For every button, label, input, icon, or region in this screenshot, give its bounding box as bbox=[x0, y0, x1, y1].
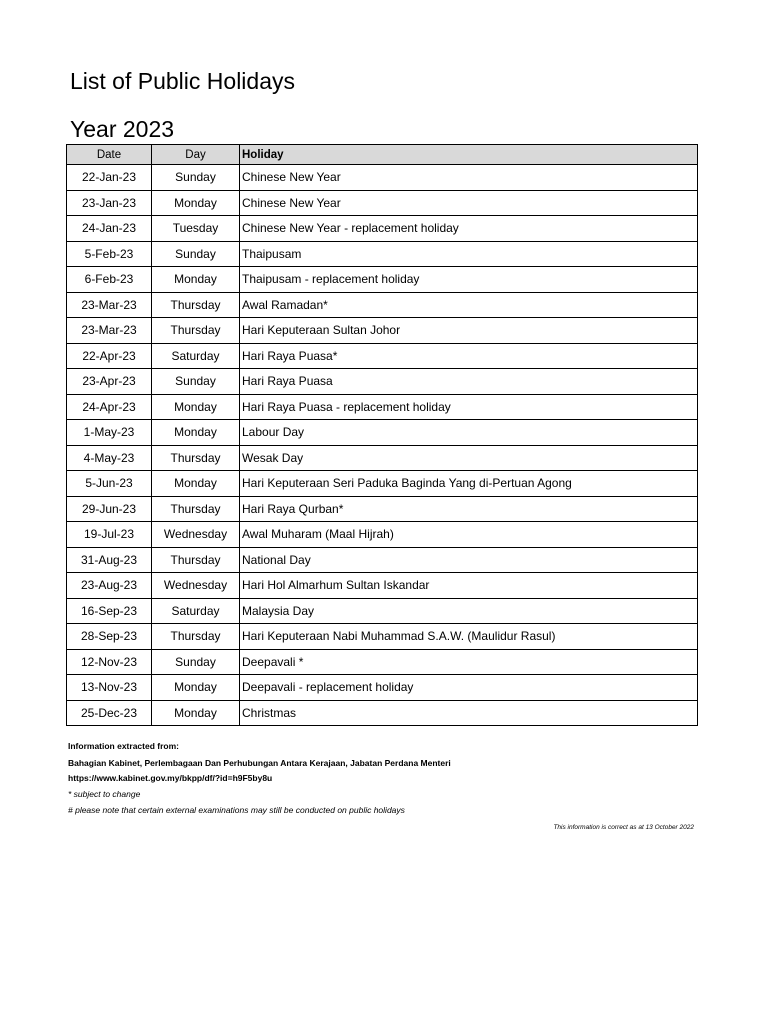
row-day: Monday bbox=[152, 267, 240, 293]
row-day: Sunday bbox=[152, 649, 240, 675]
row-date: 31-Aug-23 bbox=[67, 547, 152, 573]
header-date: Date bbox=[67, 145, 152, 165]
row-date: 23-Mar-23 bbox=[67, 318, 152, 344]
row-holiday: Thaipusam bbox=[240, 241, 698, 267]
table-row bbox=[67, 624, 698, 650]
row-holiday: Malaysia Day bbox=[240, 598, 698, 624]
row-date: 19-Jul-23 bbox=[67, 522, 152, 548]
row-day: Monday bbox=[152, 675, 240, 701]
table-row bbox=[67, 394, 698, 420]
row-day: Thursday bbox=[152, 445, 240, 471]
row-holiday: Hari Hol Almarhum Sultan Iskandar bbox=[240, 573, 698, 599]
row-date: 23-Jan-23 bbox=[67, 190, 152, 216]
table-row bbox=[67, 471, 698, 497]
row-holiday: Christmas bbox=[240, 700, 698, 726]
holidays-table bbox=[66, 144, 698, 726]
row-day: Thursday bbox=[152, 624, 240, 650]
row-holiday: Hari Keputeraan Nabi Muhammad S.A.W. (Maulidur Rasul) bbox=[240, 624, 698, 650]
table-row bbox=[67, 318, 698, 344]
row-date: 22-Apr-23 bbox=[67, 343, 152, 369]
row-holiday: Wesak Day bbox=[240, 445, 698, 471]
table-row bbox=[67, 547, 698, 573]
row-holiday: Chinese New Year bbox=[240, 190, 698, 216]
row-day: Saturday bbox=[152, 343, 240, 369]
row-date: 12-Nov-23 bbox=[67, 649, 152, 675]
row-holiday: National Day bbox=[240, 547, 698, 573]
row-day: Thursday bbox=[152, 496, 240, 522]
subject-note: * subject to change bbox=[68, 789, 141, 799]
row-holiday: Awal Muharam (Maal Hijrah) bbox=[240, 522, 698, 548]
row-day: Wednesday bbox=[152, 573, 240, 599]
row-holiday: Hari Keputeraan Seri Paduka Baginda Yang di-Pertuan Agong bbox=[240, 471, 698, 497]
table-header-row bbox=[67, 145, 698, 165]
row-holiday: Chinese New Year bbox=[240, 165, 698, 191]
row-date: 23-Apr-23 bbox=[67, 369, 152, 395]
row-holiday: Hari Raya Qurban* bbox=[240, 496, 698, 522]
row-day: Thursday bbox=[152, 292, 240, 318]
row-date: 25-Dec-23 bbox=[67, 700, 152, 726]
row-date: 4-May-23 bbox=[67, 445, 152, 471]
row-holiday: Hari Raya Puasa* bbox=[240, 343, 698, 369]
table-row bbox=[67, 675, 698, 701]
row-holiday: Deepavali * bbox=[240, 649, 698, 675]
table-row bbox=[67, 216, 698, 242]
table-body bbox=[67, 165, 698, 726]
page-title: List of Public Holidays bbox=[70, 68, 295, 94]
row-day: Monday bbox=[152, 700, 240, 726]
table-row bbox=[67, 522, 698, 548]
table-row bbox=[67, 241, 698, 267]
year-heading: Year 2023 bbox=[70, 116, 175, 142]
table-row bbox=[67, 190, 698, 216]
row-date: 29-Jun-23 bbox=[67, 496, 152, 522]
table-row bbox=[67, 369, 698, 395]
source-url: https://www.kabinet.gov.my/bkpp/df/?id=h9F5by8u bbox=[68, 773, 273, 783]
exam-note: # please note that certain external examinations may still be conducted on public holidays bbox=[68, 805, 405, 815]
row-date: 24-Jan-23 bbox=[67, 216, 152, 242]
row-holiday: Hari Raya Puasa bbox=[240, 369, 698, 395]
table-row bbox=[67, 420, 698, 446]
table-row bbox=[67, 700, 698, 726]
info-label: Information extracted from: bbox=[68, 741, 179, 751]
correct-as-at-note: This information is correct as at 13 October 2022 bbox=[553, 824, 694, 831]
row-date: 13-Nov-23 bbox=[67, 675, 152, 701]
row-day: Monday bbox=[152, 190, 240, 216]
row-day: Tuesday bbox=[152, 216, 240, 242]
header-holiday: Holiday bbox=[240, 145, 698, 165]
row-holiday: Hari Raya Puasa - replacement holiday bbox=[240, 394, 698, 420]
row-date: 1-May-23 bbox=[67, 420, 152, 446]
table-row bbox=[67, 496, 698, 522]
row-day: Monday bbox=[152, 420, 240, 446]
row-date: 6-Feb-23 bbox=[67, 267, 152, 293]
row-holiday: Deepavali - replacement holiday bbox=[240, 675, 698, 701]
row-day: Thursday bbox=[152, 547, 240, 573]
row-holiday: Thaipusam - replacement holiday bbox=[240, 267, 698, 293]
row-date: 23-Aug-23 bbox=[67, 573, 152, 599]
row-day: Saturday bbox=[152, 598, 240, 624]
row-date: 28-Sep-23 bbox=[67, 624, 152, 650]
table-row bbox=[67, 649, 698, 675]
table-row bbox=[67, 445, 698, 471]
row-date: 5-Jun-23 bbox=[67, 471, 152, 497]
row-holiday: Chinese New Year - replacement holiday bbox=[240, 216, 698, 242]
table-row bbox=[67, 573, 698, 599]
row-holiday: Hari Keputeraan Sultan Johor bbox=[240, 318, 698, 344]
row-date: 23-Mar-23 bbox=[67, 292, 152, 318]
table-row bbox=[67, 598, 698, 624]
row-day: Sunday bbox=[152, 241, 240, 267]
row-day: Monday bbox=[152, 471, 240, 497]
source-text: Bahagian Kabinet, Perlembagaan Dan Perhubungan Antara Kerajaan, Jabatan Perdana Menteri bbox=[68, 758, 451, 768]
row-date: 16-Sep-23 bbox=[67, 598, 152, 624]
row-day: Sunday bbox=[152, 369, 240, 395]
row-holiday: Awal Ramadan* bbox=[240, 292, 698, 318]
row-day: Wednesday bbox=[152, 522, 240, 548]
row-day: Thursday bbox=[152, 318, 240, 344]
row-day: Sunday bbox=[152, 165, 240, 191]
row-date: 22-Jan-23 bbox=[67, 165, 152, 191]
row-holiday: Labour Day bbox=[240, 420, 698, 446]
row-day: Monday bbox=[152, 394, 240, 420]
row-date: 24-Apr-23 bbox=[67, 394, 152, 420]
row-date: 5-Feb-23 bbox=[67, 241, 152, 267]
table-row bbox=[67, 165, 698, 191]
table-row bbox=[67, 267, 698, 293]
header-day: Day bbox=[152, 145, 240, 165]
table-row bbox=[67, 343, 698, 369]
table-row bbox=[67, 292, 698, 318]
